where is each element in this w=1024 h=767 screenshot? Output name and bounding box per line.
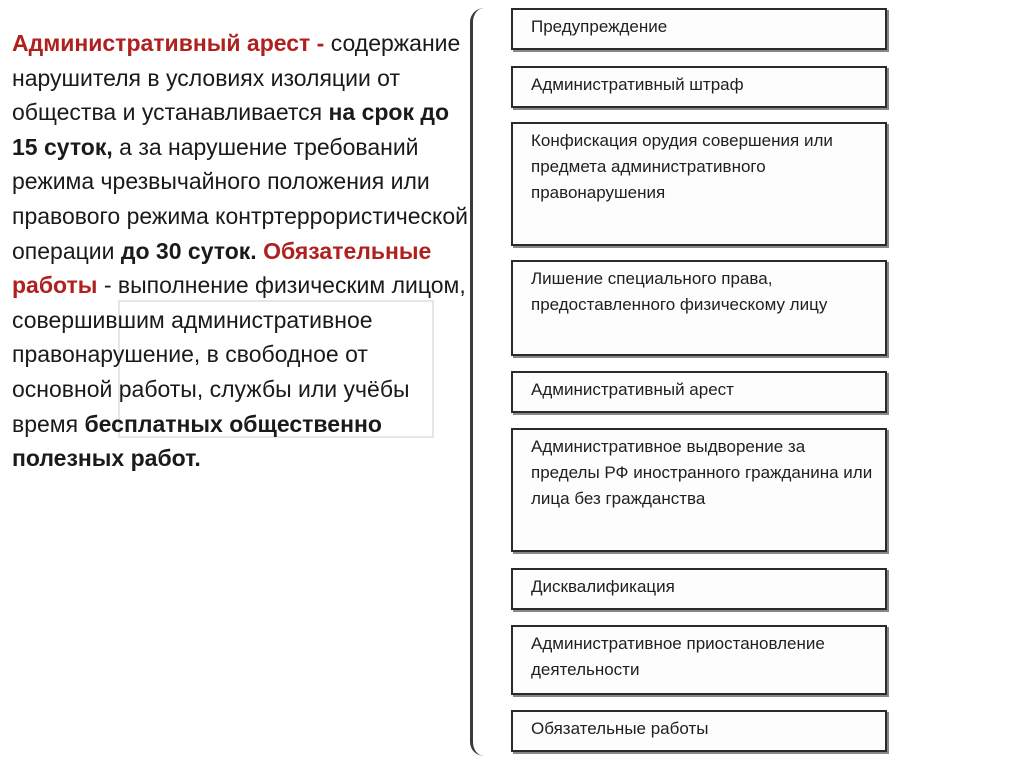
punishment-box-administrative-arrest: Административный арест — [511, 371, 887, 413]
definition-arrest-term-30: до 30 суток. — [120, 237, 257, 264]
definition-arrest-term-15: на срок до 15 суток, — [12, 99, 450, 160]
definition-arrest-part2: а за нарушение требований режима чрезвычайного положения или правового режима контртеррористической операции — [12, 133, 468, 264]
definition-text — [12, 26, 472, 476]
definition-works-dash: - — [103, 272, 112, 299]
punishment-box-disqualification: Дисквалификация — [511, 568, 887, 610]
punishment-box-deprivation-of-right: Лишение специального права, предоставленного физическому лицу — [511, 260, 887, 356]
definition-works-part2: бесплатных общественно полезных работ. — [12, 410, 382, 472]
punishment-box-fine: Административный штраф — [511, 66, 887, 108]
punishment-box-suspension: Административное приостановление деятельности — [511, 625, 887, 695]
punishment-box-warning: Предупреждение — [511, 8, 887, 50]
definition-works-part1: выполнение физическим лицом, совершившим административное правонарушение, в свободное от основной работы, службы или учёбы время — [12, 272, 466, 437]
list-bracket — [470, 8, 491, 756]
punishment-box-mandatory-works: Обязательные работы — [511, 710, 887, 752]
term-administrative-arrest: Административный арест - — [12, 30, 325, 56]
term-mandatory-works: Обязательные работы — [12, 237, 432, 299]
punishment-box-confiscation: Конфискация орудия совершения или предмета административного правонарушения — [511, 122, 887, 246]
punishment-box-expulsion: Административное выдворение за пределы РФ иностранного гражданина или лица без гражданства — [511, 428, 887, 552]
definition-arrest-part1: содержание нарушителя в условиях изоляции от общества и устанавливается — [12, 30, 461, 126]
